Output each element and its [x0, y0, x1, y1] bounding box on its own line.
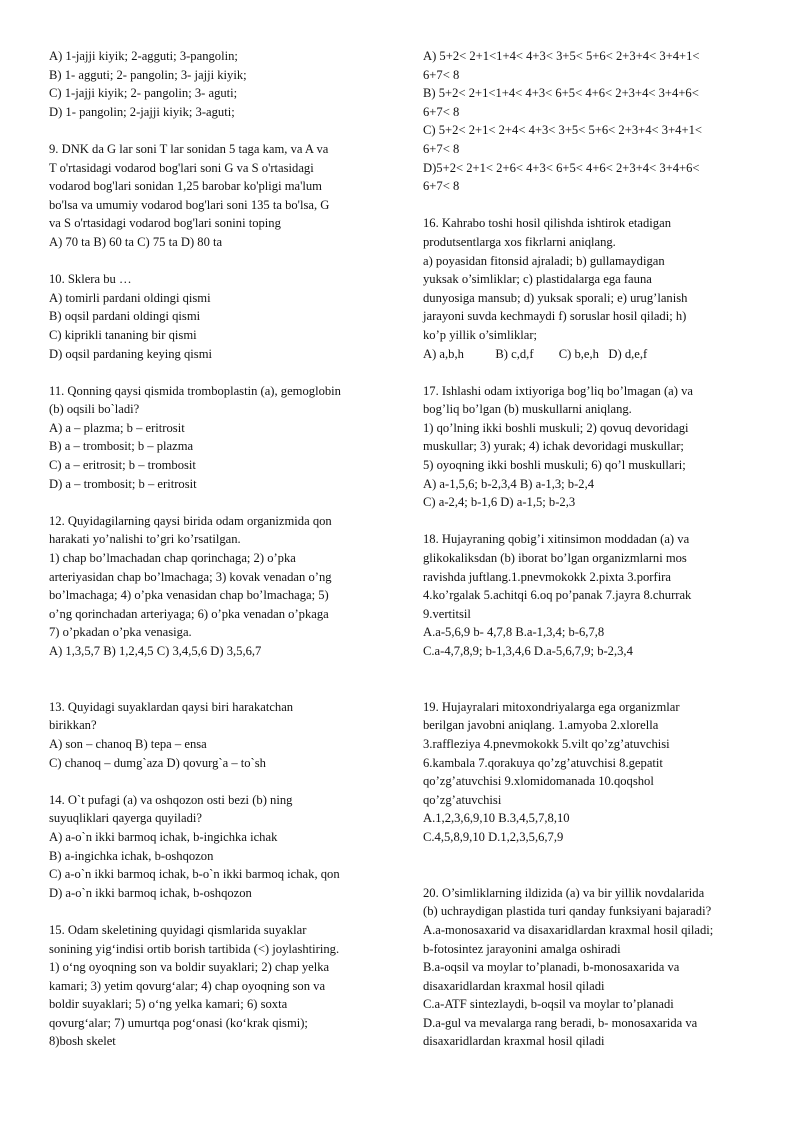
text-line: D) oqsil pardaning keying qismi: [49, 346, 212, 361]
text-line: B) oqsil pardani oldingi qismi: [49, 309, 201, 324]
text-line: 16. Kahrabo toshi hosil qilishda ishtirok etadigan: [423, 216, 671, 231]
text-line: 14. O`t pufagi (a) va oshqozon osti bezi (b) ning: [49, 792, 293, 807]
text-line: suyuqliklari qayerga quyiladi?: [49, 811, 202, 826]
text-line: A) a,b,h B) c,d,f C) b,e,h D) d,e,f: [423, 346, 648, 361]
question-16: [423, 214, 763, 363]
text-line: qovurg‘alar; 7) umurtqa pog‘onasi (ko‘krak qismi);: [49, 1015, 308, 1030]
text-line: 19. Hujayralari mitoxondriyalarga ega organizmlar: [423, 699, 680, 714]
text-line: o’ng qorinchadan arteriyaga; 6) o’pka venadan o’pkaga: [49, 606, 329, 621]
text-line: bo’lmachaga; 4) o’pka venasidan chap bo’lmachaga; 5): [49, 588, 329, 603]
text-line: D) a-o`n ikki barmoq ichak, b-oshqozon: [49, 885, 252, 900]
text-line: dunyosiga mansub; d) yuksak sporali; e) urug’lanish: [423, 290, 688, 305]
text-line: glikokaliksdan (b) iborat bo’lgan organizmlarni mos: [423, 551, 687, 566]
text-line: A) 1-jajji kiyik; 2-agguti; 3-pangolin;: [49, 49, 238, 63]
text-line: B.a-oqsil va moylar to’planadi, b-monosaxarida va: [423, 960, 680, 975]
text-line: disaxaridlardan kraxmal hosil qiladi: [423, 1034, 605, 1049]
text-line: jarayoni suvda kechmaydi f) soruslar hosil qiladi; h): [423, 309, 687, 324]
text-line: 1) qo’lning ikki boshli muskuli; 2) qovuq devoridagi: [423, 420, 689, 435]
text-line: qo’zg’atuvchisi 9.xlomidomanada 10.qoqshol: [423, 774, 654, 789]
text-line: 4.ko’rgalak 5.achitqi 6.oq po’panak 7.jayra 8.churrak: [423, 588, 692, 603]
text-line: 10. Sklera bu …: [49, 272, 132, 287]
text-line: bog’liq bo’lgan (b) muskullarni aniqlang.: [423, 402, 632, 417]
text-line: 20. O’simliklarning ildizida (a) va bir yillik novdalarida: [423, 885, 705, 900]
text-line: A.1,2,3,6,9,10 B.3,4,5,7,8,10: [423, 811, 570, 826]
text-line: harakati yo’nalishi to’gri ko’rsatilgan.: [49, 532, 241, 547]
question-14: [49, 791, 394, 903]
text-line: C) a – eritrosit; b – trombosit: [49, 458, 196, 473]
text-line: A) a – plazma; b – eritrosit: [49, 420, 185, 435]
question-12: [49, 512, 394, 661]
text-line: D) 1- pangolin; 2-jajji kiyik; 3-aguti;: [49, 104, 235, 119]
text-line: 1) chap bo’lmachadan chap qorinchaga; 2) o’pka: [49, 551, 296, 566]
text-line: boldir suyaklari; 5) o‘ng yelka kamari; 6) soxta: [49, 997, 288, 1012]
text-line: A.a-monosaxarid va disaxaridlardan kraxmal hosil qiladi;: [423, 922, 714, 937]
text-line: 17. Ishlashi odam ixtiyoriga bog’liq bo’lmagan (a) va: [423, 383, 694, 398]
question-19: [423, 698, 763, 847]
question-20: [423, 884, 763, 1051]
text-line: B) 5+2< 2+1<1+4< 4+3< 6+5< 4+6< 2+3+4< 3+4+6<: [423, 86, 699, 101]
text-line: C) kiprikli tananing bir qismi: [49, 327, 197, 342]
text-line: C) 5+2< 2+1< 2+4< 4+3< 3+5< 5+6< 2+3+4< 3+4+1<: [423, 123, 702, 138]
text-line: ravishda juftlang.1.pnevmokokk 2.pixta 3.porfira: [423, 569, 671, 584]
question-10: [49, 270, 394, 363]
text-line: D.a-gul va mevalarga rang beradi, b- monosaxarida va: [423, 1015, 698, 1030]
text-line: b-fotosintez jarayonini amalga oshiradi: [423, 941, 621, 956]
text-line: A) 1,3,5,7 B) 1,2,4,5 C) 3,4,5,6 D) 3,5,6,7: [49, 644, 262, 658]
text-line: C.a-4,7,8,9; b-1,3,4,6 D.a-5,6,7,9; b-2,3,4: [423, 644, 633, 658]
text-line: 6.kambala 7.qorakuya qo’zg’atuvchisi 8.gepatit: [423, 755, 663, 770]
text-line: C) chanoq – dumg`aza D) qovurg`a – to`sh: [49, 755, 266, 770]
text-line: A) tomirli pardani oldingi qismi: [49, 290, 211, 305]
text-line: berilgan javobni aniqlang. 1.amyoba 2.xlorella: [423, 718, 659, 733]
text-line: yuksak o’simliklar; c) plastidalarga ega fauna: [423, 272, 652, 287]
text-line: C.a-ATF sintezlaydi, b-oqsil va moylar to’planadi: [423, 997, 674, 1012]
text-line: 8)bosh skelet: [49, 1034, 116, 1049]
text-line: a) poyasidan fitonsid ajraladi; b) gullamaydigan: [423, 253, 665, 268]
text-line: bo'lsa va umumiy vodarod bog'lari soni 135 ta bo'lsa, G: [49, 197, 330, 212]
text-line: (b) oqsili bo`ladi?: [49, 402, 140, 417]
question-15: [49, 921, 394, 1051]
text-line: produtsentlarga xos fikrlarni aniqlang.: [423, 234, 616, 249]
text-line: 7) o’pkadan o’pka venasiga.: [49, 625, 192, 640]
text-line: kamari; 3) yetim qovurg‘alar; 4) chap oyoqning son va: [49, 978, 326, 993]
text-line: 18. Hujayraning qobig’i xitinsimon moddadan (a) va: [423, 532, 690, 547]
text-line: disaxaridlardan kraxmal hosil qiladi: [423, 978, 605, 993]
text-line: A) a-1,5,6; b-2,3,4 B) a-1,3; b-2,4: [423, 476, 595, 491]
text-line: birikkan?: [49, 718, 97, 733]
right-column: [423, 47, 763, 1051]
text-line: C.4,5,8,9,10 D.1,2,3,5,6,7,9: [423, 829, 564, 844]
text-line: B) a-ingichka ichak, b-oshqozon: [49, 848, 214, 863]
text-line: ko’p yillik o’simliklar;: [423, 327, 538, 342]
question-13: [49, 698, 394, 772]
text-line: 12. Quyidagilarning qaysi birida odam organizmida qon: [49, 513, 332, 528]
text-line: 6+7< 8: [423, 67, 460, 82]
text-line: A.a-5,6,9 b- 4,7,8 B.a-1,3,4; b-6,7,8: [423, 625, 605, 640]
text-line: C) a-2,4; b-1,6 D) a-1,5; b-2,3: [423, 495, 576, 510]
text-line: 3.raffleziya 4.pnevmokokk 5.vilt qo’zg’atuvchisi: [423, 736, 670, 751]
text-line: 6+7< 8: [423, 141, 460, 156]
question-17: [423, 382, 763, 512]
text-line: A) 70 ta B) 60 ta C) 75 ta D) 80 ta: [49, 234, 223, 249]
text-line: 1) o‘ng oyoqning son va boldir suyaklari; 2) chap yelka: [49, 960, 330, 975]
text-line: arteriyasidan chap bo’lmachaga; 3) kovak venadan o’ng: [49, 569, 332, 584]
text-line: sonining yig‘indisi ortib borish tartibida (<) joylashtiring.: [49, 941, 340, 956]
text-line: 15. Odam skeletining quyidagi qismlarida suyaklar: [49, 922, 307, 937]
text-line: C) 1-jajji kiyik; 2- pangolin; 3- aguti;: [49, 86, 238, 101]
question-8-options: [49, 47, 394, 121]
text-line: va S o'rtasidagi vodarod bog'lari sonini toping: [49, 216, 281, 231]
left-column: [49, 47, 394, 1051]
text-line: 9. DNK da G lar soni T lar sonidan 5 taga kam, va A va: [49, 141, 329, 156]
text-line: A) son – chanoq B) tepa – ensa: [49, 736, 207, 751]
question-9: [49, 140, 394, 252]
question-11: [49, 382, 394, 494]
text-line: A) 5+2< 2+1<1+4< 4+3< 3+5< 5+6< 2+3+4< 3+4+1<: [423, 49, 700, 63]
text-line: qo’zg’atuvchisi: [423, 792, 502, 807]
text-line: 6+7< 8: [423, 104, 460, 119]
text-line: muskullar; 3) yurak; 4) ichak devoridagi muskullar;: [423, 439, 684, 454]
text-line: vodarod bog'lari sonidan 1,25 barobar ko'pligi ma'lum: [49, 179, 322, 194]
text-line: D)5+2< 2+1< 2+6< 4+3< 6+5< 4+6< 2+3+4< 3+4+6<: [423, 160, 700, 175]
question-18: [423, 530, 763, 660]
text-line: B) 1- agguti; 2- pangolin; 3- jajji kiyik;: [49, 67, 247, 82]
question-15-options: [423, 47, 763, 196]
text-line: T o'rtasidagi vodarod bog'lari soni G va S o'rtasidagi: [49, 160, 314, 175]
text-line: 13. Quyidagi suyaklardan qaysi biri harakatchan: [49, 699, 294, 714]
text-line: 6+7< 8: [423, 179, 460, 194]
text-line: B) a – trombosit; b – plazma: [49, 439, 194, 454]
text-line: 11. Qonning qaysi qismida tromboplastin (a), gemoglobin: [49, 383, 341, 398]
text-line: A) a-o`n ikki barmoq ichak, b-ingichka ichak: [49, 829, 278, 844]
text-line: D) a – trombosit; b – eritrosit: [49, 476, 197, 491]
text-line: C) a-o`n ikki barmoq ichak, b-o`n ikki barmoq ichak, qon: [49, 867, 340, 882]
text-line: (b) uchraydigan plastida turi qanday funksiyani bajaradi?: [423, 904, 712, 919]
text-line: 5) oyoqning ikki boshli muskuli; 6) qo’l muskullari;: [423, 458, 686, 473]
text-line: 9.vertitsil: [423, 606, 471, 621]
